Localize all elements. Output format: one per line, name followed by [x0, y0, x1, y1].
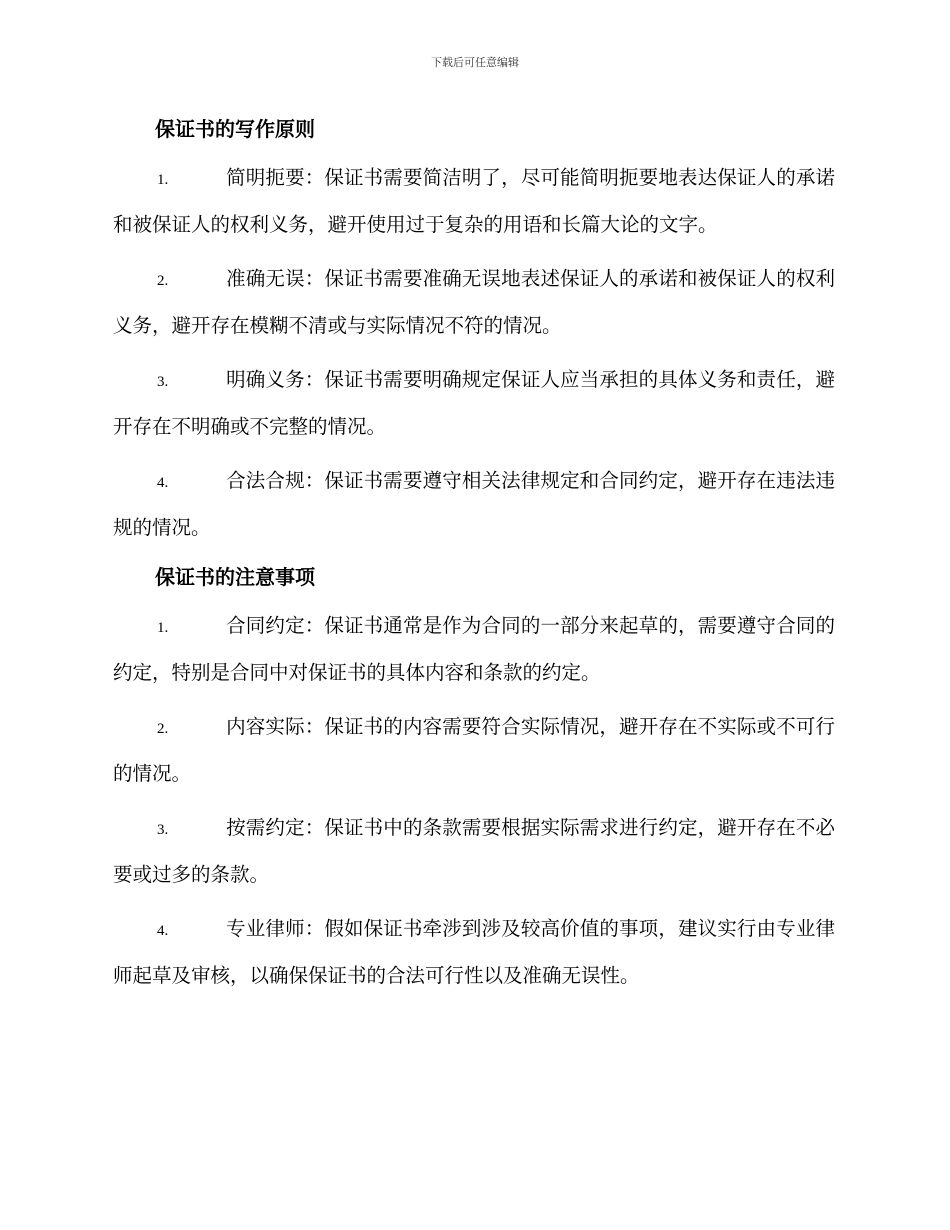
section-title-writing-principles: 保证书的写作原则: [155, 117, 315, 141]
list-item-number: 2.: [157, 273, 169, 289]
list-item-number: 1.: [157, 620, 169, 636]
list-item: [113, 604, 835, 695]
list-item-text: 专业律师：假如保证书牵涉到涉及较高价值的事项，建议实行由专业律师起草及审核，以确保保证书的合法可行性以及准确无误性。: [113, 917, 835, 987]
list-item: [113, 358, 835, 449]
list-item: [113, 459, 835, 550]
list-item: [113, 907, 835, 998]
list-item: [113, 806, 835, 897]
list-item: [113, 156, 835, 247]
list-item: [113, 705, 835, 796]
list-item-text: 合同约定：保证书通常是作为合同的一部分来起草的，需要遵守合同的约定，特别是合同中对保证书的具体内容和条款的约定。: [113, 614, 835, 684]
list-item-text: 明确义务：保证书需要明确规定保证人应当承担的具体义务和责任，避开存在不明确或不完整的情况。: [113, 368, 835, 438]
list-item-number: 3.: [157, 374, 169, 390]
list-item-text: 准确无误：保证书需要准确无误地表述保证人的承诺和被保证人的权利义务，避开存在模糊不清或与实际情况不符的情况。: [113, 267, 835, 337]
list-item-text: 内容实际：保证书的内容需要符合实际情况，避开存在不实际或不可行的情况。: [113, 715, 835, 785]
list-item-number: 2.: [157, 721, 169, 737]
list-item-text: 简明扼要：保证书需要简洁明了，尽可能简明扼要地表达保证人的承诺和被保证人的权利义务，避开使用过于复杂的用语和长篇大论的文字。: [113, 166, 835, 236]
list-item: [113, 257, 835, 348]
list-item-number: 3.: [157, 822, 169, 838]
list-item-number: 4.: [157, 923, 169, 939]
list-item-text: 按需约定：保证书中的条款需要根据实际需求进行约定，避开存在不必要或过多的条款。: [113, 816, 835, 886]
page-header-note: 下载后可任意编辑: [431, 56, 519, 69]
list-item-number: 4.: [157, 475, 169, 491]
document-body: [113, 112, 835, 1008]
list-item-text: 合法合规：保证书需要遵守相关法律规定和合同约定，避开存在违法违规的情况。: [113, 469, 835, 539]
section-title-notes: 保证书的注意事项: [155, 565, 315, 589]
list-item-number: 1.: [157, 172, 169, 188]
